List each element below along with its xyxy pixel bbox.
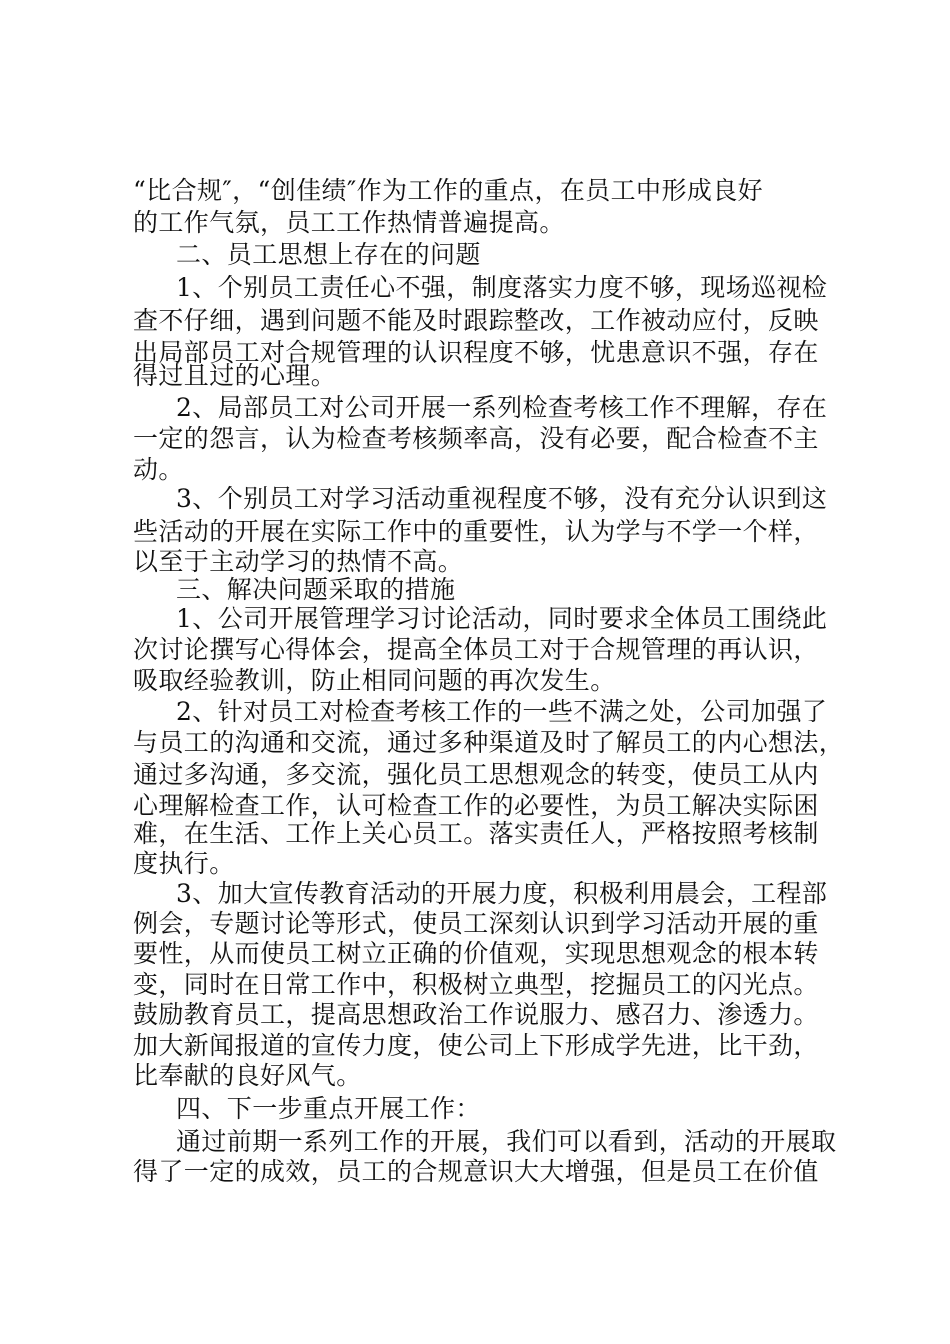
text-line: 要性，从而使员工树立正确的价值观，实现思想观念的根本转: [133, 939, 819, 968]
text-line: 动。: [133, 455, 184, 484]
text-line: 些活动的开展在实际工作中的重要性，认为学与不学一个样，: [133, 517, 819, 546]
text-line: “比合规″，“创佳绩″作为工作的重点，在员工中形成良好: [133, 176, 764, 205]
text-line: 度执行。: [133, 849, 235, 878]
text-line: 3、加大宣传教育活动的开展力度，积极利用晨会，工程部: [176, 879, 828, 908]
text-line: 难，在生活、工作上关心员工。落实责任人，严格按照考核制: [133, 819, 819, 848]
text-line: 3、个别员工对学习活动重视程度不够，没有充分认识到这: [176, 484, 828, 513]
text-line: 加大新闻报道的宣传力度，使公司上下形成学先进，比干劲，: [133, 1031, 819, 1060]
text-line: 变，同时在日常工作中，积极树立典型，挖掘员工的闪光点。: [133, 970, 819, 999]
text-line: 的工作气氛，员工工作热情普遍提高。: [133, 208, 565, 237]
section-heading: 三、解决问题采取的措施: [176, 575, 456, 604]
text-line: 1、个别员工责任心不强，制度落实力度不够，现场巡视检: [176, 273, 828, 302]
text-line: 出局部员工对合规管理的认识程度不够，忧患意识不强，存在: [133, 338, 819, 367]
text-line: 与员工的沟通和交流，通过多种渠道及时了解员工的内心想法，: [133, 728, 845, 757]
text-line: 通过前期一系列工作的开展，我们可以看到，活动的开展取: [176, 1127, 837, 1156]
text-line: 2、局部员工对公司开展一系列检查考核工作不理解，存在: [176, 393, 828, 422]
text-line: 查不仔细，遇到问题不能及时跟踪整改，工作被动应付，反映: [133, 306, 819, 335]
text-line: 例会，专题讨论等形式，使员工深刻认识到学习活动开展的重: [133, 909, 819, 938]
text-line: 次讨论撰写心得体会，提高全体员工对于合规管理的再认识，: [133, 635, 819, 664]
text-line: 2、针对员工对检查考核工作的一些不满之处，公司加强了: [176, 697, 828, 726]
text-line: 心理解检查工作，认可检查工作的必要性，为员工解决实际困: [133, 791, 819, 820]
text-line: 鼓励教育员工，提高思想政治工作说服力、感召力、渗透力。: [133, 1000, 819, 1029]
text-line: 以至于主动学习的热情不高。: [133, 547, 464, 576]
text-line: 通过多沟通，多交流，强化员工思想观念的转变，使员工从内: [133, 760, 819, 789]
text-line: 得过且过的心理。: [133, 361, 337, 390]
section-heading: 二、员工思想上存在的问题: [176, 240, 481, 269]
section-heading: 四、下一步重点开展工作：: [176, 1094, 481, 1123]
text-line: 吸取经验教训，防止相同问题的再次发生。: [133, 666, 616, 695]
text-line: 比奉献的良好风气。: [133, 1061, 362, 1090]
text-line: 一定的怨言，认为检查考核频率高，没有必要，配合检查不主: [133, 424, 819, 453]
text-line: 1、公司开展管理学习讨论活动，同时要求全体员工围绕此: [176, 604, 828, 633]
text-line: 得了一定的成效，员工的合规意识大大增强，但是员工在价值: [133, 1157, 819, 1186]
